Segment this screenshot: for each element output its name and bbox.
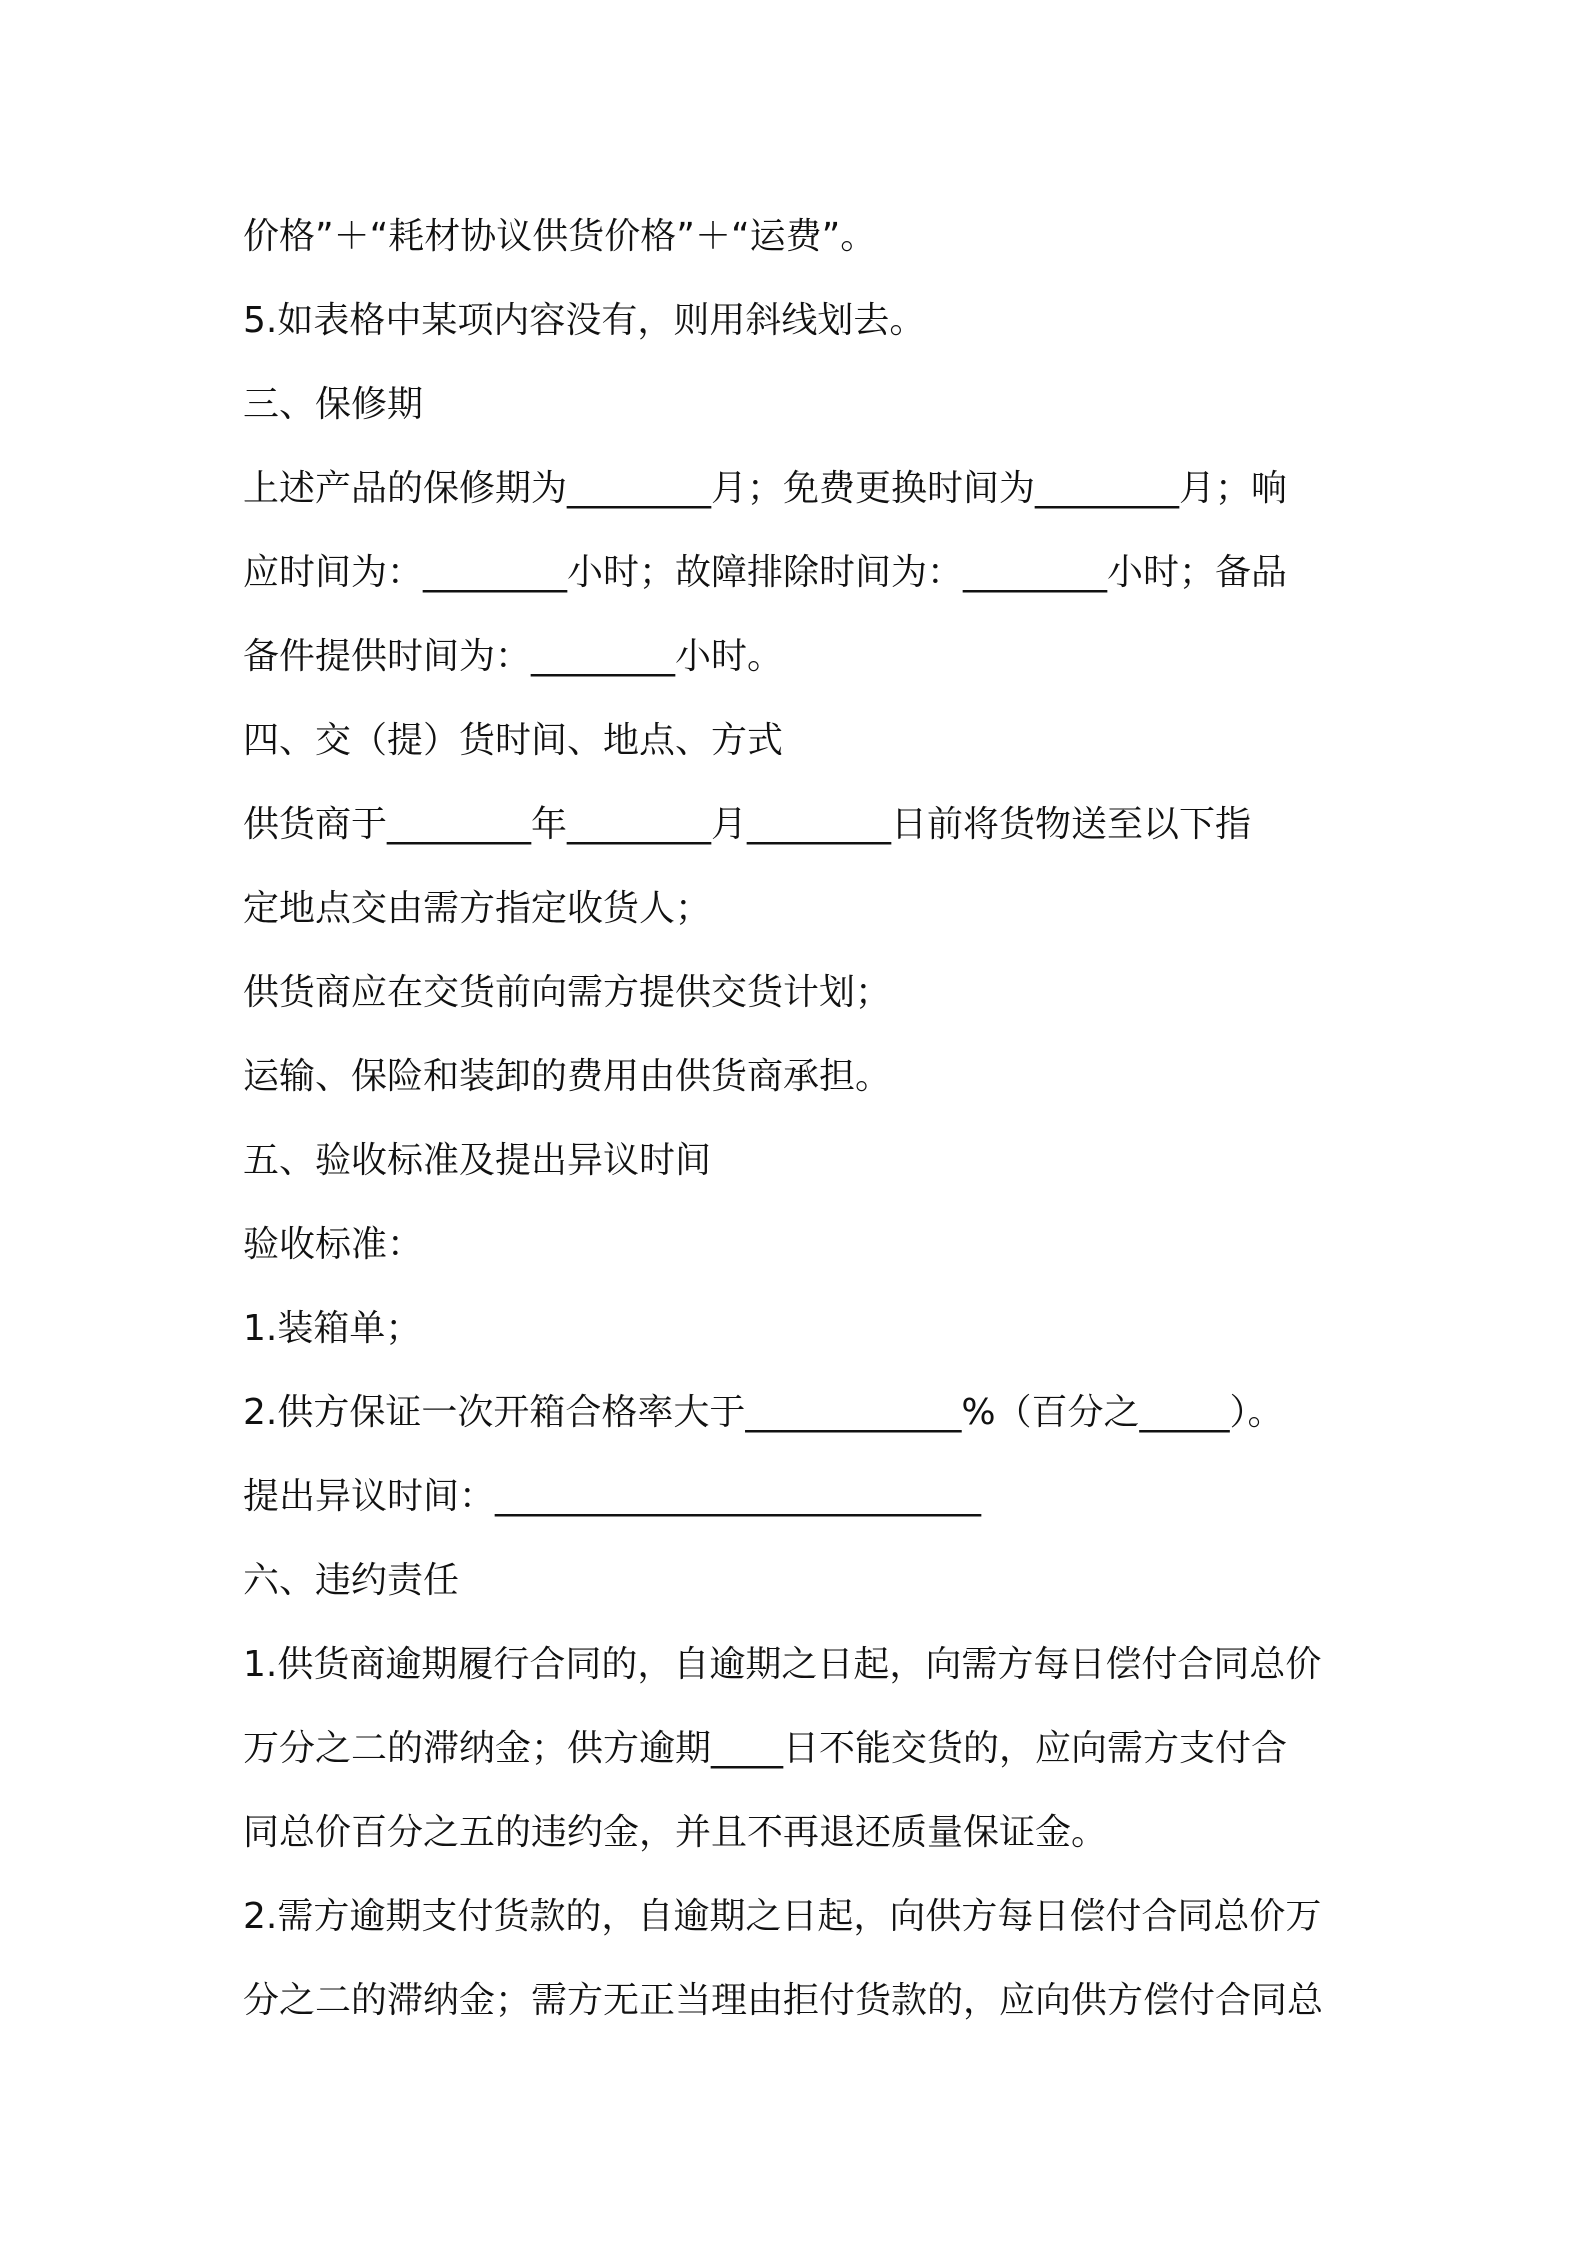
text-line: 供货商于________年________月________日前将货物送至以下指	[243, 804, 1252, 845]
section-heading: 五、验收标准及提出异议时间	[243, 1140, 712, 1181]
text-line: 应时间为：________小时；故障排除时间为：________小时；备品	[243, 552, 1288, 593]
text-line: 5.如表格中某项内容没有，则用斜线划去。	[243, 300, 926, 341]
text-line: 验收标准：	[243, 1224, 424, 1265]
section-heading: 四、交（提）货时间、地点、方式	[243, 720, 784, 761]
text-line: 2.供方保证一次开箱合格率大于____________%（百分之_____）。	[243, 1392, 1284, 1433]
text-line: 定地点交由需方指定收货人；	[243, 888, 712, 929]
text-line: 同总价百分之五的违约金，并且不再退还质量保证金。	[243, 1812, 1108, 1853]
section-heading: 三、保修期	[243, 384, 424, 425]
text-line: 1.供货商逾期履行合同的，自逾期之日起，向需方每日偿付合同总价	[243, 1644, 1322, 1685]
text-line: 万分之二的滞纳金；供方逾期____日不能交货的，应向需方支付合	[243, 1728, 1288, 1769]
text-line: 备件提供时间为：________小时。	[243, 636, 784, 677]
text-line: 提出异议时间：___________________________	[243, 1476, 982, 1517]
text-line: 运输、保险和装卸的费用由供货商承担。	[243, 1056, 892, 1097]
text-line: 供货商应在交货前向需方提供交货计划；	[243, 972, 892, 1013]
text-line: 2.需方逾期支付货款的，自逾期之日起，向供方每日偿付合同总价万	[243, 1896, 1322, 1937]
section-heading: 六、违约责任	[243, 1560, 460, 1601]
text-line: 上述产品的保修期为________月；免费更换时间为________月；响	[243, 468, 1288, 509]
document-body	[243, 195, 1363, 2043]
text-line: 1.装箱单；	[243, 1308, 422, 1349]
text-line: 价格”＋“耗材协议供货价格”＋“运费”。	[243, 216, 877, 257]
text-line: 分之二的滞纳金；需方无正当理由拒付货款的，应向供方偿付合同总	[243, 1980, 1324, 2021]
